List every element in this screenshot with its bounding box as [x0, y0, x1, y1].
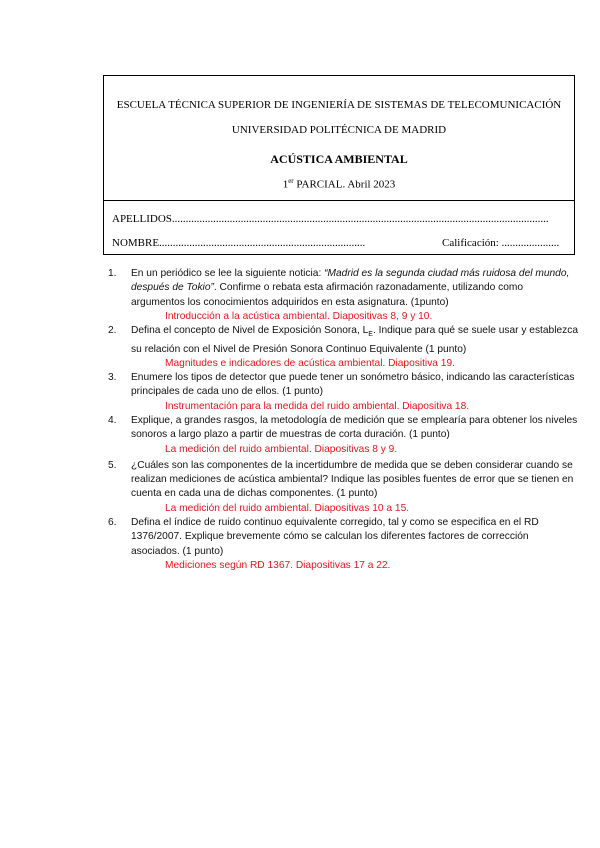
question-reference: Mediciones según RD 1367. Diapositivas 17 a 22.: [165, 559, 391, 571]
calificacion-field[interactable]: Calificación: .....................: [442, 237, 560, 249]
news-quote: “Madrid es la segunda ciudad más ruidosa del mundo, después de Tokio”: [131, 268, 570, 294]
exam-date: [104, 177, 574, 191]
question-3: [108, 371, 578, 400]
question-2: [108, 324, 578, 357]
question-number: 5.: [108, 459, 117, 471]
header-title-block: [104, 76, 574, 201]
exam-date-text: PARCIAL. Abril 2023: [293, 178, 396, 191]
question-reference: Introducción a la acústica ambiental. Diapositivas 8, 9 y 10.: [165, 310, 433, 322]
university-name: UNIVERSIDAD POLITÉCNICA DE MADRID: [231, 124, 447, 136]
question-number: 2.: [108, 325, 117, 337]
question-number: 1.: [108, 268, 117, 279]
exam-number-suffix: er: [288, 177, 294, 185]
question-number: 6.: [108, 517, 117, 529]
question-4: [108, 414, 578, 443]
exam-number: 1: [282, 178, 289, 191]
question-number: 3.: [108, 372, 117, 384]
question-text: Defina el índice de ruido continuo equivalente corregido, tal y como se especifica en el RD 1376/2007. Explique brevemente cómo se calculan los diferentes factores de corrección asociados. (1 punto): [131, 517, 539, 557]
question-text: Defina el concepto de Nivel de Exposición Sonora, $L_E$. Indique para qué se suele usar y establezca su relación con el Nivel de Presión Sonora Continuo Equivalente (1 punto): [131, 325, 578, 355]
question-reference: La medición del ruido ambiental. Diapositivas 8 y 9.: [165, 443, 398, 455]
subject-title: ACÚSTICA AMBIENTAL: [270, 152, 408, 166]
exam-header: [103, 75, 575, 255]
question-reference: La medición del ruido ambiental. Diapositivas 10 a 15.: [165, 502, 410, 514]
question-reference: Magnitudes e indicadores de acústica ambiental. Diapositiva 19.: [165, 357, 455, 369]
question-text: En un periódico se lee la siguiente noticia: “Madrid es la segunda ciudad más ruidosa del mundo, después de Tokio”. Confirme o rebata esta afirmación razonadamente, utilizando como argumentos los conocimientos adquiridos en esta asignatura. (1punto): [131, 268, 570, 308]
question-1: [108, 267, 578, 310]
apellidos-field[interactable]: APELLIDOS.........................................................................................................................................: [112, 213, 549, 225]
question-text: ¿Cuáles son las componentes de la incertidumbre de medida que se deben considerar cuando se realizan mediciones de acústica ambiental? Indique las posibles fuentes de error que se tienen en cuenta en cada una de dichas componentes. (1 punto): [131, 459, 574, 500]
nombre-field[interactable]: NOMBRE...........................................................................: [112, 237, 366, 249]
question-list: [108, 267, 578, 573]
school-name: ESCUELA TÉCNICA SUPERIOR DE INGENIERÍA DE SISTEMAS DE TELECOMUNICACIÓN: [116, 99, 562, 111]
question-reference: Instrumentación para la medida del ruido ambiental. Diapositiva 18.: [165, 400, 470, 412]
question-5: [108, 459, 578, 502]
question-text: Enumere los tipos de detector que puede tener un sonómetro básico, indicando las características principales de cada uno de ellos. (1 punto): [131, 372, 575, 398]
question-6: [108, 516, 578, 559]
question-text: Explique, a grandes rasgos, la metodología de medición que se emplearía para obtener los niveles sonoros a largo plazo a partir de muestras de corta duración. (1 punto): [131, 415, 578, 441]
question-number: 4.: [108, 415, 117, 426]
